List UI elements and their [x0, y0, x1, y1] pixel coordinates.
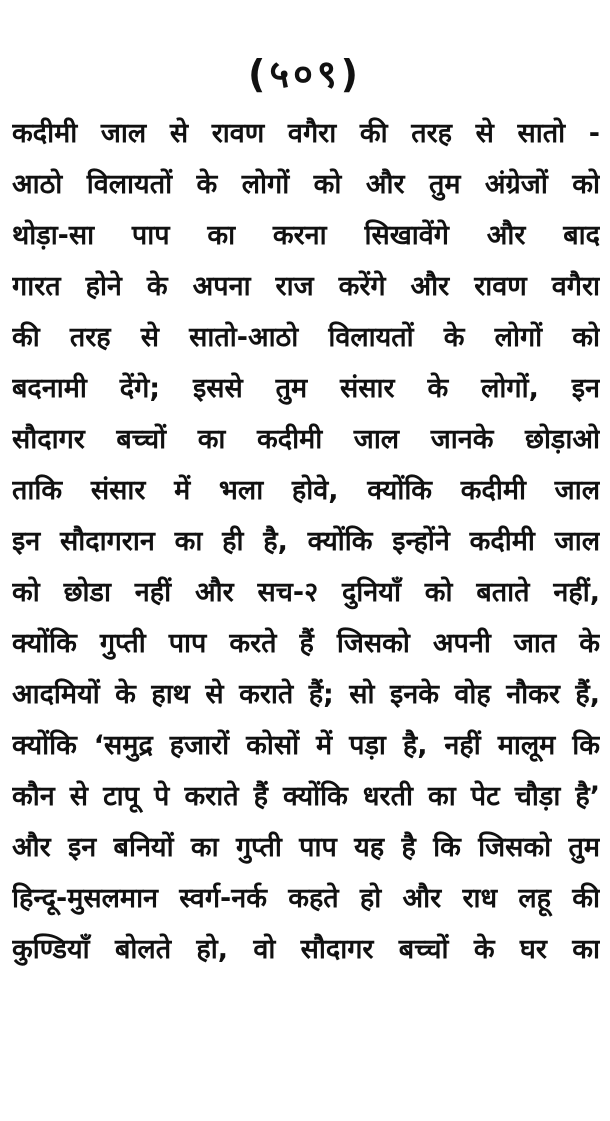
- text-line: आदमियों के हाथ से कराते हैं; सो इनके वोह नौकर हैं,: [12, 679, 600, 710]
- text-line: सौदागर बच्चों का कदीमी जाल जानके छोड़ाओ: [12, 424, 600, 455]
- text-line: थोड़ा-सा पाप का करना सिखावेंगे और बाद: [12, 220, 600, 251]
- page-number: (५०९): [247, 52, 362, 96]
- text-line: और इन बनियों का गुप्ती पाप यह है कि जिसको तुम: [12, 832, 600, 863]
- text-line: गारत होने के अपना राज करेंगे और रावण वगैरा: [12, 271, 600, 302]
- text-line: इन सौदागरान का ही है, क्योंकि इन्होंने कदीमी जाल: [12, 526, 600, 557]
- text-line: कौन से टापू पे कराते हैं क्योंकि धरती का पेट चौड़ा है’: [12, 781, 600, 812]
- text-line: ताकि संसार में भला होवे, क्योंकि कदीमी जाल: [12, 475, 600, 506]
- text-line: बदनामी देंगे; इससे तुम संसार के लोगों, इन: [12, 373, 600, 404]
- text-line: कदीमी जाल से रावण वगैरा की तरह से सातो -: [12, 118, 600, 149]
- text-line: हिन्दू-मुसलमान स्वर्ग-नर्क कहते हो और राध लहू की: [12, 883, 600, 914]
- text-line: क्योंकि ‘समुद्र हजारों कोसों में पड़ा है, नहीं मालूम कि: [12, 730, 600, 761]
- body-text: [12, 108, 600, 975]
- text-line: को छोडा नहीं और सच-२ दुनियाँ को बताते नहीं,: [12, 577, 600, 608]
- text-line: क्योंकि गुप्ती पाप करते हैं जिसको अपनी जात के: [12, 628, 600, 659]
- text-line: कुण्डियाँ बोलते हो, वो सौदागर बच्चों के घर का: [12, 934, 600, 965]
- text-line: आठो विलायतों के लोगों को और तुम अंग्रेजों को: [12, 169, 600, 200]
- text-line: की तरह से सातो-आठो विलायतों के लोगों को: [12, 322, 600, 353]
